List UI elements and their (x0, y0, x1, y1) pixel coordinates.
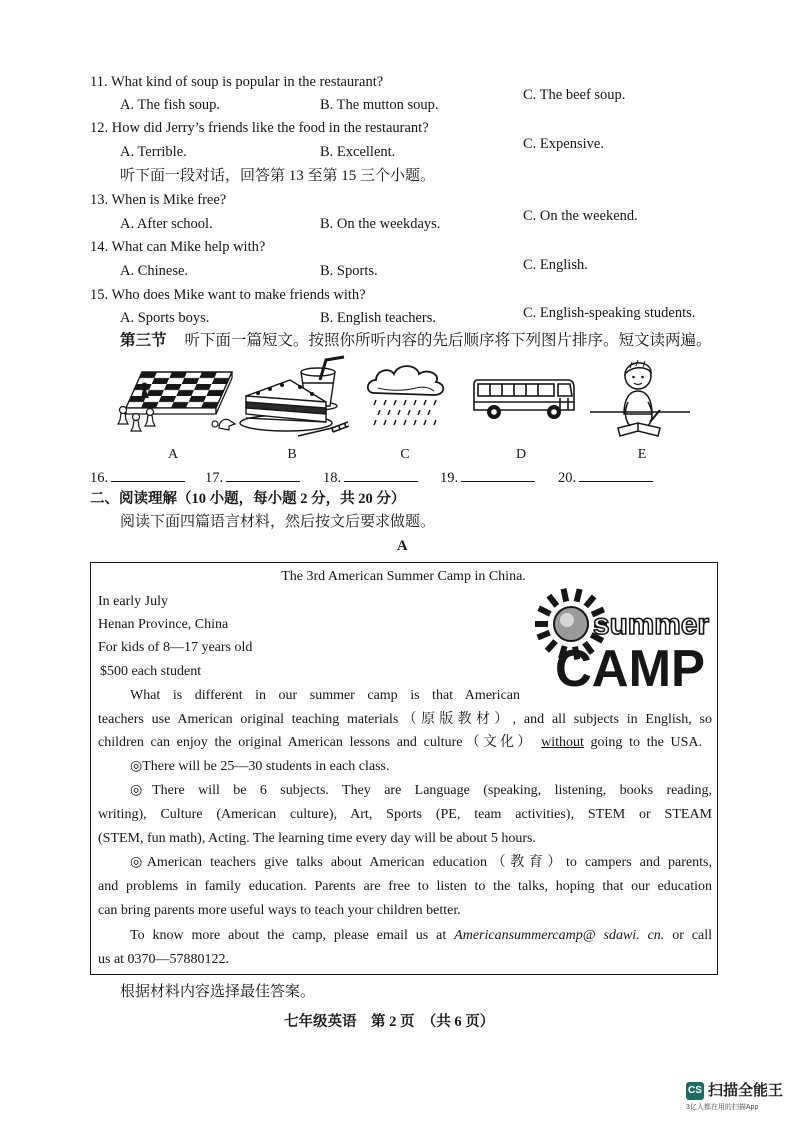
question-11-stem: 11. What kind of soup is popular in the restaurant? (90, 74, 384, 90)
question-13-option-a: A. After school. (120, 216, 213, 232)
blank-line (461, 468, 535, 482)
ad-intro-line-3 (98, 734, 702, 752)
question-14-option-c: C. English. (523, 257, 588, 273)
summer-camp-logo (535, 588, 713, 698)
ad-date: In early July (98, 594, 168, 609)
answer-blank-19 (440, 468, 535, 487)
question-13-option-c: C. On the weekend. (523, 208, 638, 224)
question-15-option-c: C. English-speaking students. (523, 305, 696, 321)
question-12-option-a: A. Terrible. (120, 144, 187, 160)
ad-point-subjects-line-1: ◎There will be 6 subjects. They are Language (speaking, listening, books reading, (130, 783, 712, 798)
ad-contact-email: Americansummercamp@ sdawi. cn. (454, 928, 665, 943)
ad-point-subjects-line-3: (STEM, fun math), Acting. The learning time every day will be about 5 hours. (98, 831, 536, 846)
section-3-heading (120, 332, 712, 350)
answer-blank-20 (558, 468, 653, 487)
question-14-stem: 14. What can Mike help with? (90, 239, 266, 255)
ad-contact-phone: us at 0370—57880122. (98, 952, 230, 967)
question-11-option-a: A. The fish soup. (120, 97, 221, 113)
scanner-tagline: 3亿人都在用的扫描App (686, 1104, 759, 1111)
page-footer: 七年级英语 第 2 页 （共 6 页） (284, 1014, 495, 1030)
ad-intro-line-3-end: going to the USA. (583, 735, 702, 750)
ad-intro-line-1: What is different in our summer camp is that American (130, 688, 520, 703)
picture-label-e: E (637, 447, 647, 462)
question-12-option-b: B. Excellent. (320, 144, 396, 160)
ad-contact-line-1 (130, 927, 712, 945)
answer-blank-18 (323, 468, 418, 487)
blank-line (111, 468, 185, 482)
question-15-option-b: B. English teachers. (320, 310, 436, 326)
ad-point-talks-line-3: can bring parents more useful ways to teach your children better. (98, 903, 461, 918)
chess-board-icon (116, 368, 238, 434)
reading-section-heading: 二、阅读理解（10 小题，每小题 2 分，共 20 分） (90, 491, 406, 507)
passage-label: A (397, 538, 408, 554)
picture-label-b: B (287, 447, 297, 462)
ad-title: The 3rd American Summer Camp in China. (281, 569, 526, 584)
question-14-option-b: B. Sports. (320, 263, 378, 279)
blank-line (226, 468, 300, 482)
section-3-label: 第三节 (120, 332, 167, 349)
blank-number: 18. (323, 470, 342, 486)
cake-and-drink-icon (238, 356, 354, 440)
ad-point-talks-line-2: and problems in family education. Parents are free to listen to the talks, hoping that our education (98, 879, 712, 894)
ad-place: Henan Province, China (98, 617, 229, 632)
ad-price: $500 each student (100, 664, 202, 679)
picture-label-c: C (400, 447, 410, 462)
ad-contact-start: To know more about the camp, please email us at (130, 928, 455, 943)
underlined-word-without: without (541, 735, 584, 750)
boy-reading-icon (588, 356, 692, 442)
section-3-instruction: 听下面一篇短文。按照你所听内容的先后顺序将下列图片排序。短文读两遍。 (184, 332, 712, 349)
blank-number: 20. (558, 470, 577, 486)
question-14-option-a: A. Chinese. (120, 263, 189, 279)
question-12-option-c: C. Expensive. (523, 136, 604, 152)
logo-text-summer: summer (593, 608, 710, 641)
question-11-option-b: B. The mutton soup. (320, 97, 439, 113)
camscanner-logo-icon: CS (686, 1082, 704, 1100)
rain-cloud-icon (364, 362, 448, 432)
picture-label-d: D (515, 447, 527, 462)
ad-point-class-size: ◎There will be 25—30 students in each class. (130, 759, 390, 774)
question-11-option-c: C. The beef soup. (523, 87, 626, 103)
reading-intro: 阅读下面四篇语言材料，然后按文后要求做题。 (120, 514, 436, 530)
bus-icon (470, 374, 578, 422)
blank-line (579, 468, 653, 482)
blank-number: 16. (90, 470, 109, 486)
question-15-stem: 15. Who does Mike want to make friends with? (90, 287, 366, 303)
question-12-stem: 12. How did Jerry’s friends like the food in the restaurant? (90, 120, 429, 136)
reading-task-instruction: 根据材料内容选择最佳答案。 (120, 984, 316, 1000)
answer-blank-16 (90, 468, 185, 487)
answer-blank-17 (205, 468, 300, 487)
ad-contact-end: or call (664, 928, 712, 943)
ad-ages: For kids of 8—17 years old (98, 640, 253, 655)
ad-intro-line-3-start: children can enjoy the original American lessons and culture（文化） (98, 735, 542, 750)
ad-point-talks-line-1: ◎American teachers give talks about American education（教育）to campers and parents, (130, 855, 712, 870)
blank-number: 17. (205, 470, 224, 486)
summer-camp-ad-box (90, 562, 718, 975)
question-15-option-a: A. Sports boys. (120, 310, 210, 326)
blank-line (344, 468, 418, 482)
scanner-app-name: 扫描全能王 (708, 1082, 784, 1099)
dialogue-instruction: 听下面一段对话，回答第 13 至第 15 三个小题。 (120, 168, 436, 184)
logo-text-camp: CAMP (555, 640, 705, 698)
question-13-option-b: B. On the weekdays. (320, 216, 441, 232)
ad-point-subjects-line-2: writing), Culture (American culture), Art, Sports (PE, team activities), STEM or STEAM (98, 807, 712, 822)
question-13-stem: 13. When is Mike free? (90, 192, 227, 208)
picture-label-a: A (167, 447, 179, 462)
ad-intro-line-2: teachers use American original teaching materials（原版教材）, and all subjects in English, so (98, 712, 712, 727)
blank-number: 19. (440, 470, 459, 486)
